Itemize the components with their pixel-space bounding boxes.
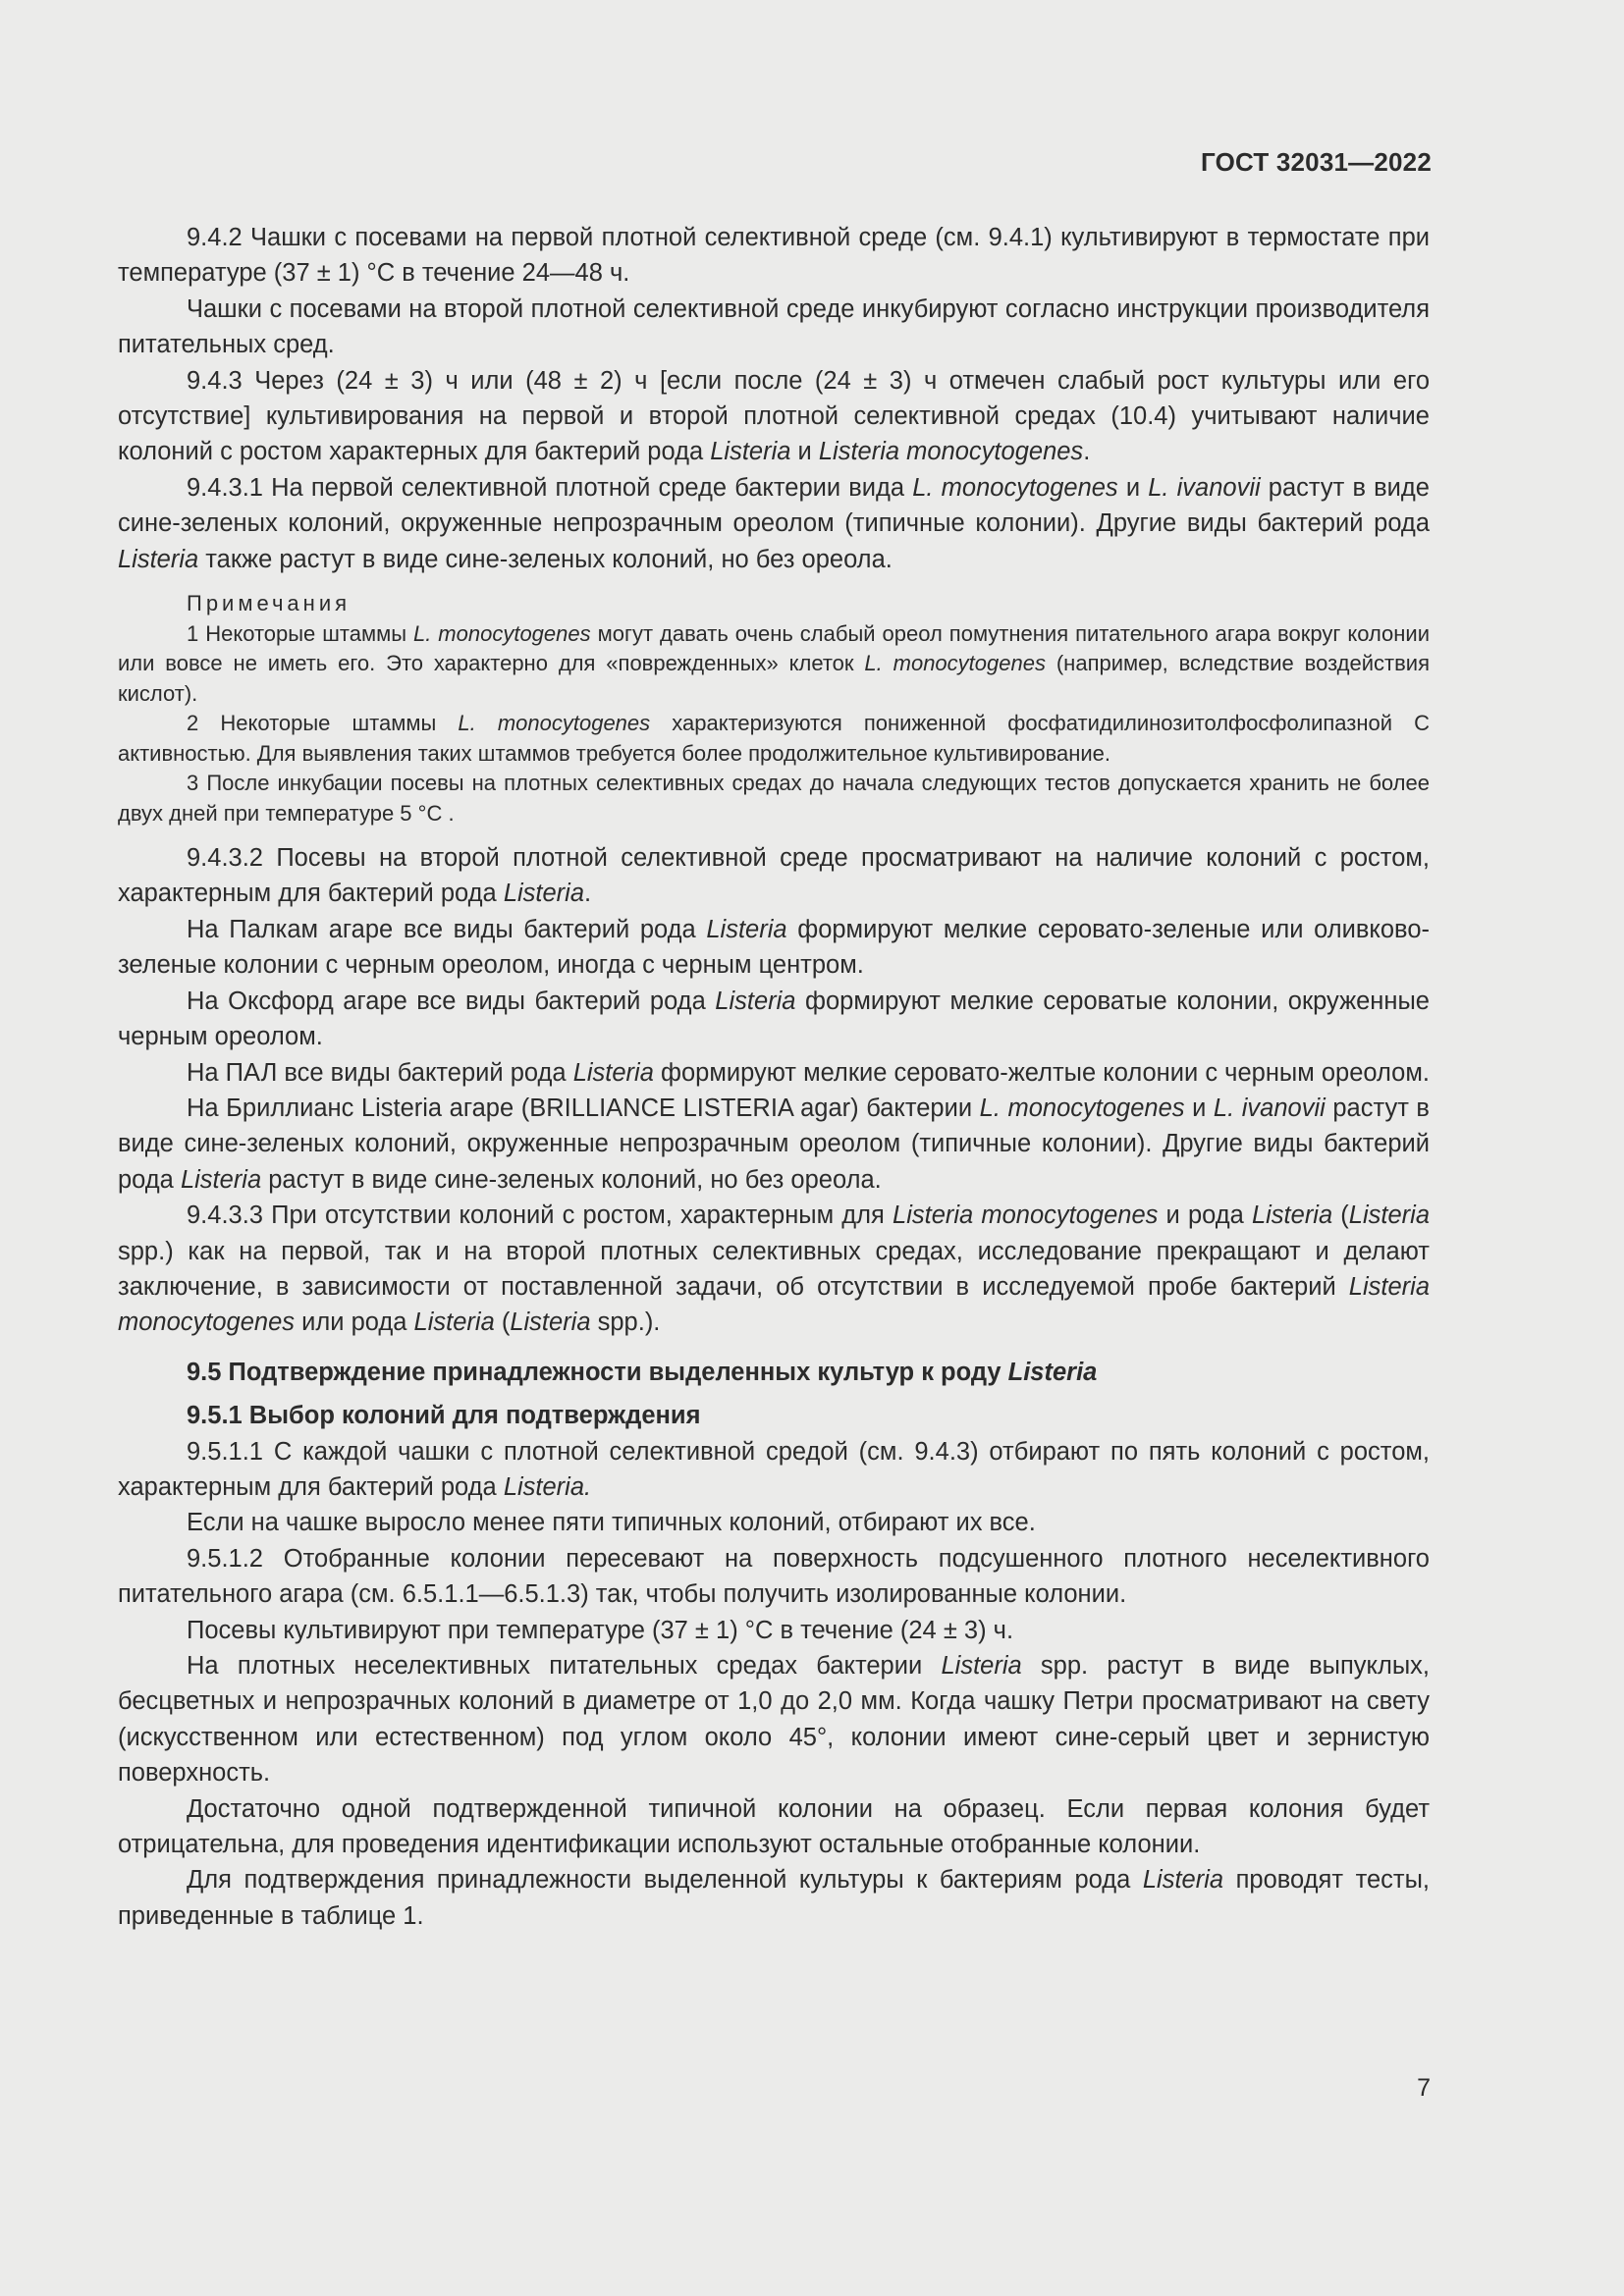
- paragraph-palcam-agar: На Палкам агаре все виды бактерий рода Listeria формируют мелкие серовато-зеленые или оливково-зеленые колонии с черным ореолом, иногда с черным центром.: [118, 915, 1430, 980]
- paragraph-incubation: Посевы культивируют при температуре (37 ± 1) °С в течение (24 ± 3) ч.: [187, 1616, 1014, 1644]
- paragraph-9-4-2-second-medium: Чашки с посевами на второй плотной селективной среде инкубируют согласно инструкции производителя питательных сред.: [118, 294, 1430, 359]
- note-2: 2 Некоторые штаммы L. monocytogenes характеризуются пониженной фосфатидилинозитолфосфолипазной С активностью. Для выявления таких штаммов требуется более продолжительное культивирование.: [118, 711, 1431, 766]
- paragraph-oxford-agar: На Оксфорд агаре все виды бактерий рода Listeria формируют мелкие сероватые колонии, окруженные черным ореолом.: [118, 987, 1430, 1051]
- paragraph-confirmation-tests: Для подтверждения принадлежности выделенной культуры к бактериям рода Listeria проводят тесты, приведенные в таблице 1.: [118, 1866, 1430, 1930]
- paragraph-colony-description: На плотных неселективных питательных средах бактерии Listeria spp. растут в виде выпуклых, бесцветных и непрозрачных колоний в диаметре от 1,0 до 2,0 мм. Когда чашку Петри просматривают на свету (искусственном или естественном) под углом около 45°, колонии имеют сине-серый цвет и зернистую поверхность.: [118, 1652, 1431, 1788]
- note-1: 1 Некоторые штаммы L. monocytogenes могут давать очень слабый ореол помутнения питательного агара вокруг колонии или вовсе не иметь его. Это характерно для «поврежденных» клеток L. monocytogenes (например, вследствие воздействия кислот).: [118, 620, 1431, 706]
- section-heading-9-5: 9.5 Подтверждение принадлежности выделенных культур к роду Listeria: [187, 1358, 1098, 1386]
- paragraph-9-4-2: 9.4.2 Чашки с посевами на первой плотной селективной среде (см. 9.4.1) культивируют в термостате при температуре (37 ± 1) °С в течение 24—48 ч.: [118, 224, 1430, 288]
- section-heading-9-5-1: 9.5.1 Выбор колоний для подтверждения: [187, 1402, 701, 1430]
- paragraph-fewer-colonies: Если на чашке выросло менее пяти типичных колоний, отбирают их все.: [187, 1509, 1036, 1537]
- paragraph-brilliance-agar: На Бриллианс Listeria агаре (BRILLIANCE LISTERIA agar) бактерии L. monocytogenes и L. ivanovii растут в виде сине-зеленых колоний, окруженные непрозрачным ореолом (типичные колонии). Другие виды бактерий рода Listeria растут в виде сине-зеленых колоний, но без ореола.: [118, 1094, 1430, 1194]
- paragraph-one-colony: Достаточно одной подтвержденной типичной колонии на образец. Если первая колония будет отрицательна, для проведения идентификации используют остальные отобранные колонии.: [118, 1794, 1430, 1859]
- paragraph-pal: На ПАЛ все виды бактерий рода Listeria формируют мелкие серовато-желтые колонии с черным ореолом.: [187, 1058, 1430, 1087]
- paragraph-9-4-3-3: 9.4.3.3 При отсутствии колоний с ростом, характерным для Listeria monocytogenes и рода Listeria (Listeria spp.) как на первой, так и на второй плотных селективных средах, исследование прекращают и делают заключение, в зависимости от поставленной задачи, об отсутствии в исследуемой пробе бактерий Listeria monocytogenes или рода Listeria (Listeria spp.).: [118, 1201, 1430, 1337]
- note-3: 3 После инкубации посевы на плотных селективных средах до начала следующих тестов допускается хранить не более двух дней при температуре 5 °С .: [118, 771, 1430, 826]
- paragraph-9-5-1-2: 9.5.1.2 Отобранные колонии пересевают на поверхность подсушенного плотного неселективного питательного агара (см. 6.5.1.1—6.5.1.3) так, чтобы получить изолированные колонии.: [118, 1544, 1430, 1609]
- paragraph-9-5-1-1: 9.5.1.1 С каждой чашки с плотной селективной средой (см. 9.4.3) отбирают по пять колоний с ростом, характерным для бактерий рода Listeria.: [118, 1437, 1430, 1501]
- paragraph-9-4-3-2: 9.4.3.2 Посевы на второй плотной селективной среде просматривают на наличие колоний с ростом, характерным для бактерий рода Listeria.: [118, 844, 1430, 908]
- notes-block: [118, 589, 1430, 828]
- document-body: [118, 220, 1430, 1934]
- paragraph-9-4-3-1: 9.4.3.1 На первой селективной плотной среде бактерии вида L. monocytogenes и L. ivanovii растут в виде сине-зеленых колоний, окруженные непрозрачным ореолом (типичные колонии). Другие виды бактерий рода Listeria также растут в виде сине-зеленых колоний, но без ореола.: [118, 473, 1430, 573]
- paragraph-9-4-3: 9.4.3 Через (24 ± 3) ч или (48 ± 2) ч [если после (24 ± 3) ч отмечен слабый рост культуры или его отсутствие] культивирования на первой и второй плотной селективной средах (10.4) учитывают наличие колоний с ростом характерных для бактерий рода Listeria и Listeria monocytogenes.: [118, 366, 1430, 466]
- document-header: ГОСТ 32031—2022: [1201, 147, 1432, 177]
- notes-heading: Примечания: [187, 591, 352, 616]
- page-number: 7: [1417, 2074, 1431, 2102]
